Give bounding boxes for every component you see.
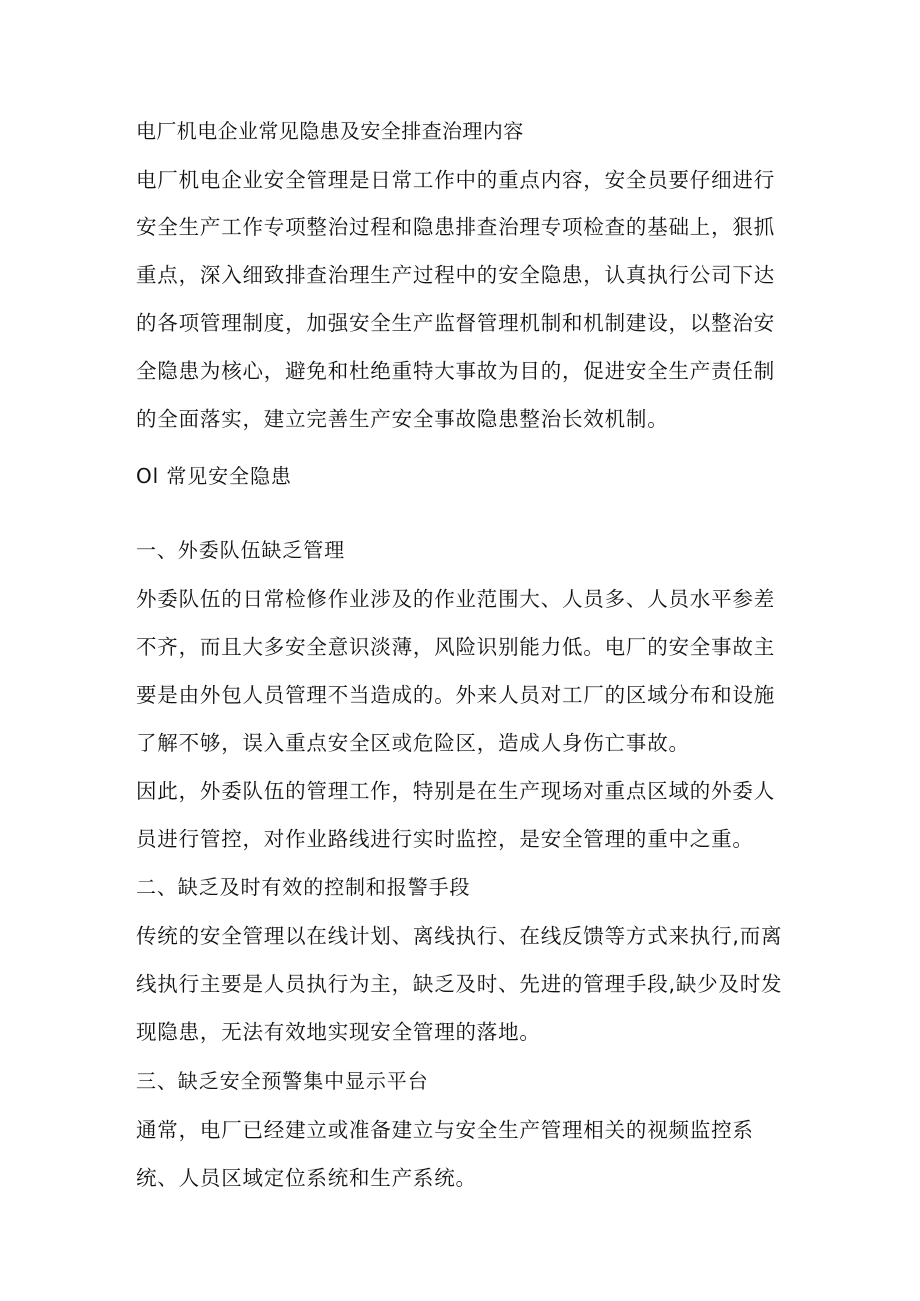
- paragraph-line: 因此，外委队伍的管理工作，特别是在生产现场对重点区域的外委人: [136, 779, 775, 803]
- paragraph-line: 线执行主要是人员执行为主，缺乏及时、先进的管理手段,缺少及时发: [136, 972, 783, 996]
- intro-line-2: 安全生产工作专项整治过程和隐患排查治理专项检查的基础上，狠抓: [136, 215, 775, 239]
- intro-line-6: 的全面落实，建立完善生产安全事故隐患整治长效机制。: [136, 407, 669, 431]
- intro-line-3: 重点，深入细致排查治理生产过程中的安全隐患，认真执行公司下达: [136, 263, 775, 287]
- intro-line-4: 的各项管理制度，加强安全生产监督管理机制和机制建设，以整治安: [136, 311, 775, 335]
- subsection-heading-1: 一、外委队伍缺乏管理: [136, 538, 345, 562]
- paragraph-line: 员进行管控，对作业路线进行实时监控，是安全管理的重中之重。: [136, 827, 754, 851]
- paragraph-line: 传统的安全管理以在线计划、离线执行、在线反馈等方式来执行,而离: [136, 924, 783, 948]
- section-heading: Ol 常见安全隐患: [136, 464, 292, 488]
- subsection-heading-3: 三、缺乏安全预警集中显示平台: [136, 1069, 429, 1093]
- paragraph-line: 统、人员区域定位系统和生产系统。: [136, 1166, 477, 1190]
- paragraph-line: 通常，电厂已经建立或准备建立与安全生产管理相关的视频监控系: [136, 1118, 754, 1142]
- paragraph-line: 要是由外包人员管理不当造成的。外来人员对工厂的区域分布和设施: [136, 683, 775, 707]
- paragraph-line: 了解不够，误入重点安全区或危险区，造成人身伤亡事故。: [136, 731, 690, 755]
- paragraph-line: 不齐，而且大多安全意识淡薄，风险识别能力低。电厂的安全事故主: [136, 635, 775, 659]
- document-title: 电厂机电企业常见隐患及安全排查治理内容: [136, 119, 524, 143]
- paragraph-line: 现隐患，无法有效地实现安全管理的落地。: [136, 1020, 541, 1044]
- subsection-heading-2: 二、缺乏及时有效的控制和报警手段: [136, 875, 471, 899]
- paragraph-line: 外委队伍的日常检修作业涉及的作业范围大、人员多、人员水平参差: [136, 587, 775, 611]
- intro-line-1: 电厂机电企业安全管理是日常工作中的重点内容，安全员要仔细进行: [136, 168, 775, 192]
- intro-line-5: 全隐患为核心，避免和杜绝重特大事故为目的，促进安全生产责任制: [136, 359, 775, 383]
